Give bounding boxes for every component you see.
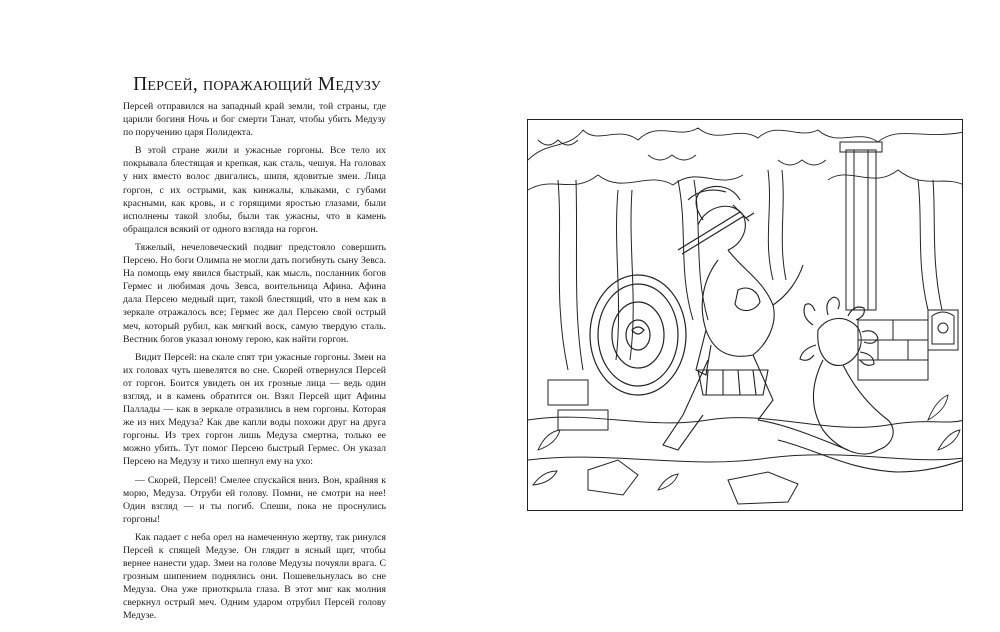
paragraph-2: В этой стране жили и ужасные горгоны. Все тело их покрывала блестящая и крепкая, как сталь, чешуя. На головах у них вместо волос двигались, шипя, ядовитые змеи. Лица горгон, с их острыми, как кинжалы, клыками, с губами красными, как кровь, и с горящими яростью глазами, были исполнены такой злобы, были так ужасны, что в камень обращался всякий от одного взгляда на горгон. [123,145,386,235]
plants [533,395,960,490]
paragraph-1: Персей отправился на западный край земли, той страны, где царили богиня Ночь и бог смерти Танат, чтобы убить Медузу по поручению царя Полидекта. [123,101,386,139]
page-title: Персей, поражающий Медузу [133,74,381,95]
perseus-medusa-drawing [528,120,963,511]
tree-foliage [528,128,963,190]
paragraph-3: Тяжелый, нечеловеческий подвиг предстояло совершить Персею. Но боги Олимпа не могли дать погибнуть сыну Зевса. На помощь ему явился быстрый, как мысль, посланник богов Гермес и любимая дочь Зевса, воительница Афина. Афина дала Персею медный щит, такой блестящий, что в нем как в зеркале отражалось все; Гермес же дал Персею свой острый меч, который рубил, как мягкий воск, самую твердую сталь. Вестник богов указал юному герою, как найти горгон. [123,241,386,345]
sword [678,205,754,254]
coloring-illustration [527,119,963,511]
column-ruins [840,142,958,380]
paragraph-5: — Скорей, Персей! Смелее спускайся вниз. Вон, крайняя к морю, Медуза. Отруби ей голову. Помни, не смотри на нее! Один взгляд — и ты погиб. Спеши, пока не проснулись горгоны! [123,474,386,525]
shield [590,275,686,395]
ground-stones [528,380,963,504]
paragraph-4: Видит Персей: на скале спят три ужасные горгоны. Змеи на их головах чуть шевелятся во сне. Скорей отвернулся Персей от горгон. Боится увидеть он их грозные лица — ведь один взгляд, и в камень обратится он. Взял Персей щит Афины Паллады — как в зеркале отразились в нем горгоны. Которая же из них Медуза? Как две капли воды похожи друг на друга горгоны. Из трех горгон лишь Медуза смертна, только ее можно убить. Тут помог Персею быстрый Гермес. Он указал Персею на Медузу и тихо шепнул ему на ухо: [123,351,386,468]
paragraph-6: Как падает с неба орел на намеченную жертву, так ринулся Персей к спящей Медузе. Он глядит в ясный щит, чтобы вернее нанести удар. Змеи на голове Медузы почуяли врага. С грозным шипением поднялись они. Пошевельнулась во сне Медуза. Она уже приоткрыла глаза. В этот миг как молния сверкнул острый меч. Одним ударом отрубил Персей голову Медузе. [123,531,386,622]
story-text [123,100,386,623]
